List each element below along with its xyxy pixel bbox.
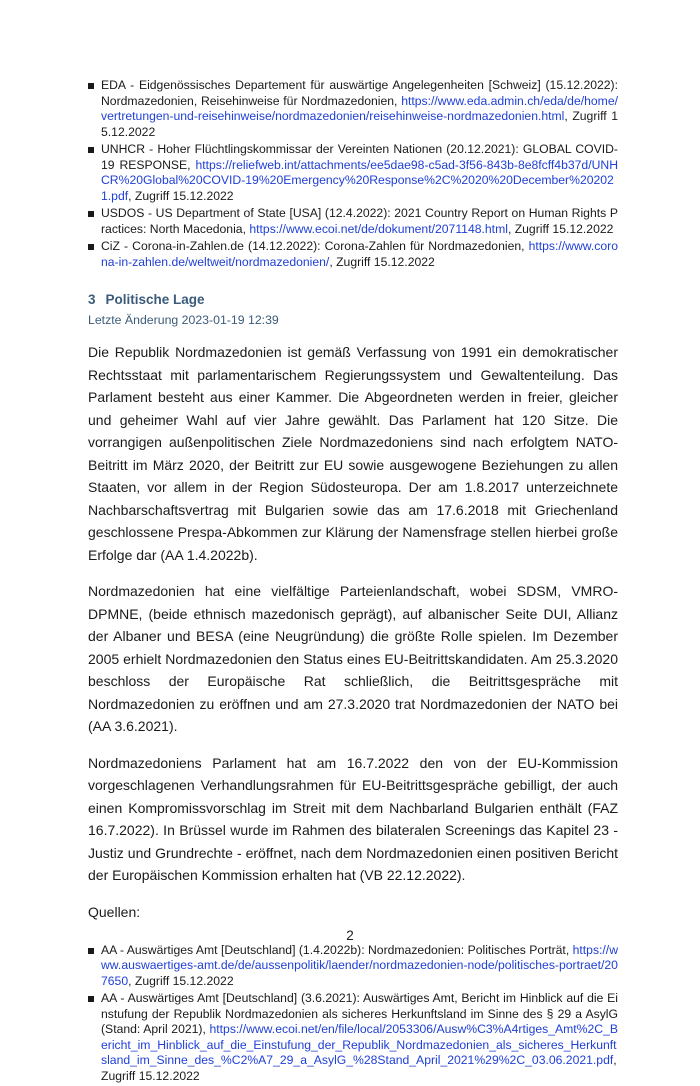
reference-item: EDA - Eidgenössisches Departement für auswärtige Angelegenheiten [Schweiz] (15.12.2022): Nordmazedonien, Reisehinweise für Nordmazedonien, https://www.eda.admin.ch/eda/de/home/vertretungen-und-reisehinweise/nordmazedonien/reisehinweise-nordmazedonien.html, Zugriff 15.12.2022 bbox=[88, 78, 618, 140]
reference-link[interactable]: https://reliefweb.int/attachments/ee5dae98-c5ad-3f56-843b-8e8fcff4b37d/UNHCR%20Global%20COVID-19%20Emergency%20Response%2C%2020%20December%202021.pdf bbox=[101, 157, 618, 203]
reference-link[interactable]: https://www.eda.admin.ch/eda/de/home/vertretungen-und-reisehinweise/nordmazedonien/reisehinweise-nordmazedonien.html bbox=[101, 93, 618, 123]
section-heading bbox=[88, 292, 618, 307]
reference-item: AA - Auswärtiges Amt [Deutschland] (3.6.2021): Auswärtiges Amt, Bericht im Hinblick auf die Einstufung der Republik Nordmazedonien als sicheres Herkunftsland im Sinne des § 29 a AsylG (Stand: April 2021), https://www.ecoi.net/en/file/local/2053306/Ausw%C3%A4rtiges_Amt%2C_Bericht_im_Hinblick_auf_die_Einstufung_der_Republik_Nordmazedonien_als_sicheres_Herkunftsland_im_Sinne_des_%C2%A7_29_a_AsylG_%28Stand_April_2021%29%2C_03.06.2021.pdf, Zugriff 15.12.2022 bbox=[88, 991, 618, 1084]
body-paragraph: Nordmazedoniens Parlament hat am 16.7.2022 den von der EU-Kommission vorgeschlagenen Verhandlungsrahmen für EU-Beitrittsgespräche gebilligt, der auch einen Kompromissvorschlag im Streit mit dem Nachbarland Bulgarien enthält (FAZ 16.7.2022). In Brüssel wurde im Rahmen des bilateralen Screenings das Kapitel 23 - Justiz und Grundrechte - eröffnet, nach dem Nordmazedonien einen positiven Bericht der Europäischen Kommission erhalten hat (VB 22.12.2022). bbox=[88, 754, 618, 883]
reference-item: CiZ - Corona-in-Zahlen.de (14.12.2022): Corona-Zahlen für Nordmazedonien, https://www.corona-in-zahlen.de/weltweit/nordmazedonien/, Zugriff 15.12.2022 bbox=[88, 239, 618, 270]
section-number: 3 bbox=[88, 292, 96, 307]
reference-item: UNHCR - Hoher Flüchtlingskommissar der Vereinten Nationen (20.12.2021): GLOBAL COVID-19 RESPONSE, https://reliefweb.int/attachments/ee5dae98-c5ad-3f56-843b-8e8fcff4b37d/UNHCR%20Global%20COVID-19%20Emergency%20Response%2C%2020%20December%202021.pdf, Zugriff 15.12.2022 bbox=[88, 142, 618, 204]
bullet-icon bbox=[88, 996, 94, 1002]
reference-item: AA - Auswärtiges Amt [Deutschland] (1.4.2022b): Nordmazedonien: Politisches Porträt, https://www.auswaertiges-amt.de/de/aussenpolitik/laender/nordmazedonien-node/politisches-portraet/207650, Zugriff 15.12.2022 bbox=[88, 943, 618, 990]
body-paragraph: Nordmazedonien hat eine vielfältige Parteienlandschaft, wobei SDSM, VMRO-DPMNE, (beide ethnisch mazedonisch geprägt), auf albanischer Seite DUI, Allianz der Albaner und BESA (eine Neugründung) die größte Rolle spielen. Im Dezember 2005 erhielt Nordmazedonien den Status eines EU-Beitrittskandidaten. Am 25.3.2020 beschloss der Europäische Rat schließlich, die Beitrittsgespräche mit Nordmazedonien zu eröffnen und am 27.3.2020 trat Nordmazedonien der NATO bei (AA 3.6.2021). bbox=[88, 583, 618, 734]
reference-list-top bbox=[88, 78, 618, 270]
sources-label: Quellen: bbox=[88, 903, 141, 920]
bullet-icon bbox=[88, 147, 94, 153]
body-paragraph: Die Republik Nordmazedonien ist gemäß Verfassung von 1991 ein demokratischer Rechtsstaat mit parlamentarischem Regierungssystem und Gewaltenteilung. Das Parlament besteht aus einer Kammer. Die Abgeordneten werden in freier, gleicher und geheimer Wahl auf vier Jahre gewählt. Das Parlament hat 120 Sitze. Die vorrangigen außenpolitischen Ziele Nordmazedoniens sind nach erfolgtem NATO-Beitritt im März 2020, der Beitritt zur EU sowie ausgewogene Beziehungen zu allen Staaten, vor allem in der Region Südosteuropa. Der am 1.8.2017 unterzeichnete Nachbarschaftsvertrag mit Bulgarien sowie das am 17.6.2018 mit Griechenland geschlossene Prespa-Abkommen zur Klärung der Namensfrage stellen hierbei große Erfolge dar (AA 1.4.2022b). bbox=[88, 344, 618, 563]
last-modified: Letzte Änderung 2023-01-19 12:39 bbox=[88, 313, 279, 327]
reference-list-bottom bbox=[88, 943, 618, 1085]
bullet-icon bbox=[88, 83, 94, 89]
page-number: 2 bbox=[346, 928, 354, 943]
reference-link[interactable]: https://www.ecoi.net/en/file/local/2053306/Ausw%C3%A4rtiges_Amt%2C_Bericht_im_Hinblick_auf_die_Einstufung_der_Republik_Nordmazedonien_als_sicheres_Herkunftsland_im_Sinne_des_%C2%A7_29_a_AsylG_%28Stand_April_2021%29%2C_03.06.2021.pdf bbox=[101, 1022, 618, 1067]
reference-link[interactable]: https://www.ecoi.net/de/dokument/2071148.html bbox=[249, 221, 508, 236]
reference-link[interactable]: https://www.auswaertiges-amt.de/de/aussenpolitik/laender/nordmazedonien-node/politisches-portraet/207650 bbox=[101, 942, 618, 988]
bullet-icon bbox=[88, 211, 94, 217]
bullet-icon bbox=[88, 244, 94, 250]
bullet-icon bbox=[88, 948, 94, 954]
reference-item: USDOS - US Department of State [USA] (12.4.2022): 2021 Country Report on Human Rights Practices: North Macedonia, https://www.ecoi.net/de/dokument/2071148.html, Zugriff 15.12.2022 bbox=[88, 206, 618, 237]
section-title: Politische Lage bbox=[105, 292, 205, 307]
reference-link[interactable]: https://www.corona-in-zahlen.de/weltweit/nordmazedonien/ bbox=[101, 239, 618, 269]
